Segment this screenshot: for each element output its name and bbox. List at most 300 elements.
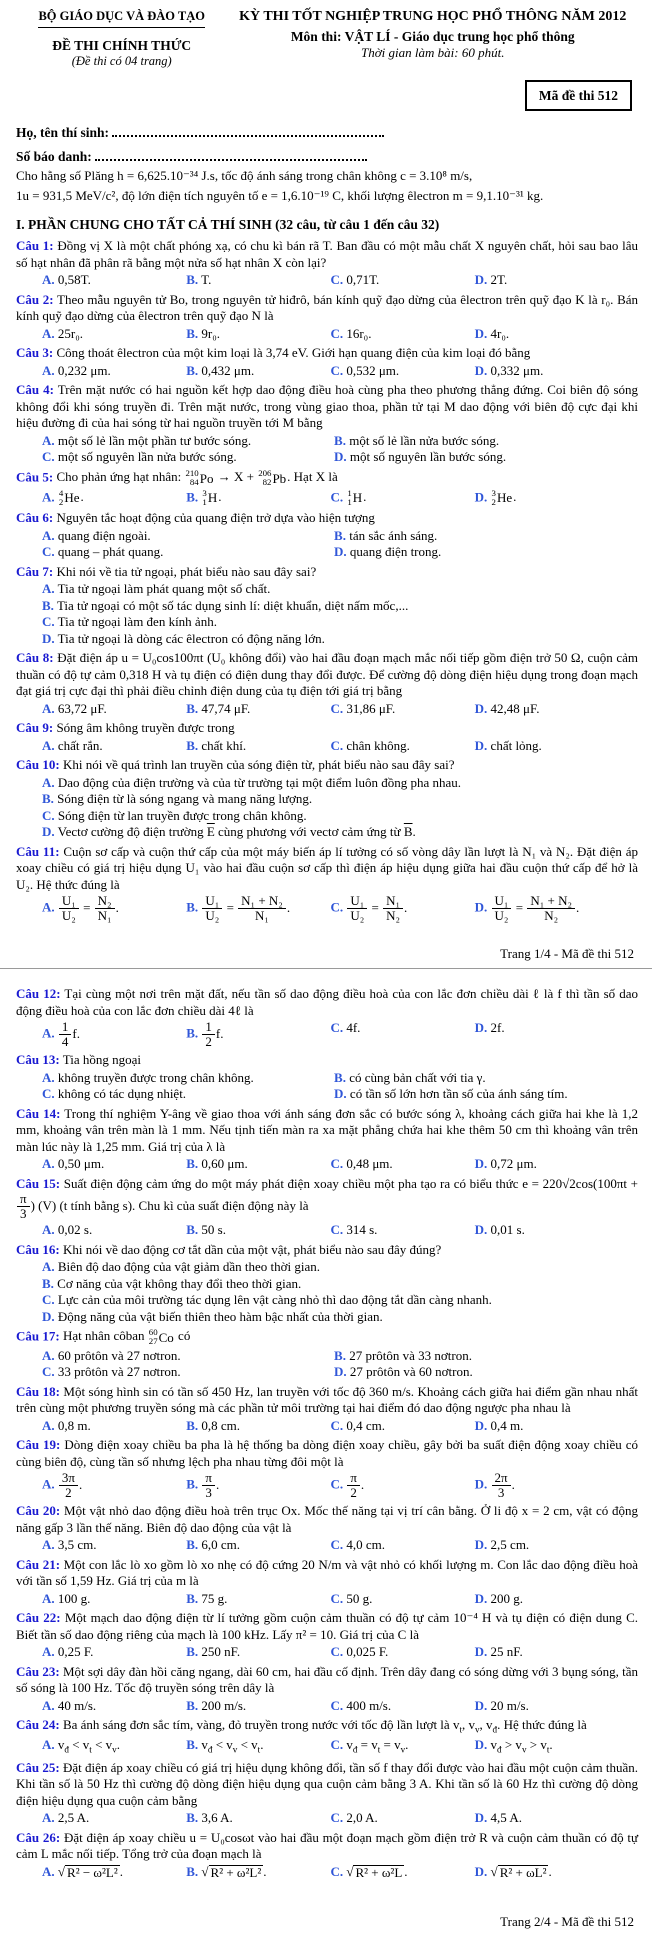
option-text: √ R² + ω²L . — [346, 1863, 408, 1880]
option-letter: C. — [330, 1020, 344, 1035]
option-text: Tia tử ngoại làm đen kính ảnh. — [57, 614, 217, 630]
option — [330, 1418, 474, 1435]
option — [475, 1644, 619, 1661]
question-label: Câu 16: — [16, 1241, 60, 1257]
fraction: $\frac{3\pi}{2}$ — [59, 1471, 78, 1500]
pages-note: (Đề thi có 04 trang) — [71, 54, 172, 69]
question-label: Câu 2: — [16, 291, 54, 307]
vector-overline: $\overline{B}$ — [403, 824, 413, 840]
option-letter: A. — [42, 581, 55, 597]
option-text: 60 prôtôn và 27 nơtron. — [57, 1347, 181, 1363]
option-letter: D. — [474, 1417, 488, 1433]
option — [330, 701, 474, 718]
question-label: Câu 1: — [16, 238, 54, 254]
option — [42, 1591, 186, 1608]
option-text: $v_đ > v_v > v_t$. — [490, 1737, 553, 1755]
option — [42, 272, 186, 289]
option-letter: D. — [474, 1590, 488, 1606]
option — [186, 363, 330, 380]
option-text: $\frac{3\pi}{2}$ . — [58, 1477, 82, 1492]
option-letter: B. — [186, 899, 199, 915]
option — [334, 1364, 626, 1381]
option — [186, 894, 330, 923]
option — [475, 738, 619, 755]
option-text: Sóng điện từ là sóng ngang và mang năng lượng. — [57, 791, 313, 807]
option — [42, 581, 638, 598]
option-letter: D. — [474, 1476, 488, 1492]
question — [16, 1437, 638, 1500]
question — [16, 1830, 638, 1881]
option — [42, 1364, 334, 1381]
option — [42, 808, 638, 825]
question-text: Câu 4: Trên mặt nước có hai nguồn kết hợp dao động điều hoà cùng pha theo phương thẳng đứng. Coi biên độ sóng không đổi khi sóng truyền đi. Trên mặt nước, trong vùng giao thoa, phần tử tại M dao động với biên độ cực đại khi hiệu đường đi của hai sóng từ hai nguồn truyền tới M bằng — [16, 382, 639, 431]
option-text: 0,332 μm. — [490, 362, 544, 378]
option-letter: C. — [330, 899, 344, 915]
question-text: Câu 26: Đặt điện áp xoay chiều u = U₀cosωt vào hai đầu một đoạn mạch gồm điện trở R và cuộn cảm thuần có độ tự cảm L mắc nối tiếp. Tổng trở của đoạn mạch là — [16, 1829, 638, 1862]
option-letter: C. — [42, 1086, 55, 1102]
question-text: Câu 23: Một sợi dây đàn hồi căng ngang, dài 60 cm, hai đầu cố định. Trên dây đang có sóng dừng với 3 bụng sóng, tần số sóng là 100 Hz. Tốc độ truyền sóng trên dây là — [16, 1663, 638, 1696]
option — [330, 1737, 474, 1756]
option — [186, 272, 330, 289]
option-text: 4r₀. — [490, 325, 510, 341]
option-text: 25r₀. — [57, 325, 84, 341]
option — [42, 791, 638, 808]
option-letter: B. — [186, 362, 199, 378]
option-text: 9r₀. — [201, 325, 221, 341]
page-footer-1: Trang 1/4 - Mã đề thi 512 — [500, 945, 634, 961]
option-letter: B. — [186, 1810, 199, 1826]
square-root: √ R² + ωL² — [490, 1863, 547, 1880]
student-name-label: Họ, tên thí sinh: — [16, 125, 110, 141]
question — [16, 469, 638, 507]
option-text: $\frac{\text{U₁}}{\text{U₂}}$ = $\frac{\text{N₂}}{\text{N₁}}$ . — [58, 900, 119, 915]
options-row — [16, 1070, 638, 1103]
option-text: √ R² + ω²L² . — [201, 1863, 267, 1880]
option — [330, 1471, 474, 1500]
option-text: 0,8 m. — [57, 1417, 91, 1433]
option — [42, 363, 186, 380]
option — [475, 272, 619, 289]
option-letter: D. — [334, 1086, 347, 1102]
option — [42, 1070, 334, 1087]
option-letter: A. — [42, 1537, 55, 1553]
option-letter: D. — [474, 362, 488, 378]
question — [16, 1503, 638, 1554]
option-letter: B. — [186, 1737, 199, 1753]
option — [330, 738, 474, 755]
option-text: √ R² + ωL² . — [490, 1863, 552, 1880]
option-letter: A. — [42, 1644, 55, 1660]
options-row — [16, 1348, 638, 1381]
nuclide-symbol: 210 84 Po — [185, 467, 214, 488]
option-text: 0,232 μm. — [57, 362, 111, 378]
option-text: 16r₀. — [346, 325, 372, 341]
square-root: √ R² − ω²L² — [57, 1863, 118, 1880]
option — [330, 489, 474, 508]
student-id-label: Số báo danh: — [16, 149, 92, 165]
option-letter: A. — [42, 700, 55, 716]
option-letter: D. — [42, 1308, 55, 1324]
option — [42, 1864, 186, 1881]
question-text: Câu 18: Một sóng hình sin có tần số 450 Hz, lan truyền với tốc độ 360 m/s. Khoảng cách giữa hai điểm gần nhau nhất trên cùng một phương truyền sóng mà các phần tử môi trường tại hai điểm đó dao động ngược pha nhau là — [16, 1383, 638, 1416]
options-row — [16, 1737, 638, 1756]
question-text: Câu 3: Công thoát êlectron của một kim loại là 3,74 eV. Giới hạn quang điện của kim loại đó bằng — [16, 345, 531, 361]
nuclide-symbol: 60 27 Co — [148, 1327, 174, 1347]
exam-duration: Thời gian làm bài: 60 phút. — [361, 44, 505, 60]
option-text: quang điện trong. — [349, 544, 442, 560]
question-list-page-1 — [16, 235, 638, 923]
question-label: Câu 3: — [16, 345, 54, 361]
question-text: Câu 10: Khi nói về quá trình lan truyền của sóng điện từ, phát biểu nào sau đây sai? — [16, 757, 455, 773]
option-letter: D. — [474, 737, 488, 753]
option-text: 200 g. — [490, 1590, 524, 1606]
question — [16, 1760, 638, 1827]
option-text: một số nguyên lần nửa bước sóng. — [57, 449, 237, 465]
option-text: $\frac{\text{U₁}}{\text{U₂}}$ = $\frac{\text{N₁ + N₂}}{\text{N₁}}$ . — [201, 900, 290, 915]
page-footer-2: Trang 2/4 - Mã đề thi 512 — [500, 1913, 634, 1929]
option-text: Tia tử ngoại làm phát quang một số chất. — [57, 581, 271, 597]
option-text: $\frac{2\pi}{3}$ . — [491, 1477, 515, 1492]
option — [330, 363, 474, 380]
option-letter: B. — [186, 1222, 199, 1238]
fraction: $\frac{\text{N₁}}{\text{N₂}}$ — [383, 894, 403, 923]
option-letter: A. — [42, 1590, 55, 1606]
fraction: $\frac{\text{N₁ + N₂}}{\text{N₂}}$ — [527, 894, 575, 923]
option-text: 3,6 A. — [201, 1810, 233, 1826]
options-row — [16, 1810, 638, 1827]
option-letter: C. — [330, 488, 344, 504]
options-row — [16, 738, 638, 755]
option-text: 2T. — [490, 272, 508, 288]
option — [475, 1020, 619, 1037]
option-text: $\frac{\pi}{2}$ . — [346, 1477, 364, 1492]
option-text: 31,86 μF. — [346, 700, 396, 716]
option — [475, 1537, 619, 1554]
fraction: $\frac{\text{U₁}}{\text{U₂}}$ — [492, 894, 512, 923]
option — [42, 1086, 334, 1103]
option-letter: B. — [42, 1275, 54, 1291]
option-text: 2,5 A. — [57, 1810, 90, 1826]
option-letter: C. — [42, 1364, 55, 1380]
question-text: Câu 11: Cuộn sơ cấp và cuộn thứ cấp của một máy biến áp lí tưởng có số vòng dây lần lượt là N₁ và N₂. Đặt điện áp xoay chiều có giá trị hiệu dụng U₁ vào hai đầu cuộn sơ cấp thì điện áp hiệu dụng giữa hai đầu cuộn thứ cấp để hở là U₂. Hệ thức đúng là — [16, 843, 639, 892]
question-label: Câu 10: — [16, 757, 60, 773]
option-letter: A. — [42, 1737, 55, 1753]
option — [186, 1222, 330, 1239]
option-letter: A. — [42, 1222, 55, 1238]
option-text: 0,01 s. — [490, 1222, 525, 1238]
options-row — [16, 363, 638, 380]
option — [334, 449, 626, 466]
square-root: √ R² + ω²L — [346, 1863, 403, 1880]
option-letter: D. — [474, 899, 488, 915]
option-text: 4 2 He . — [58, 487, 84, 507]
option-text: 0,60 μm. — [201, 1156, 248, 1172]
question-text: Câu 20: Một vật nhỏ dao động điều hoà trên trục Ox. Mốc thế năng tại vị trí cân bằng. Ở li độ x = 2 cm, vật có động năng gấp 3 lần thế năng. Biên độ dao động của vật là — [16, 1503, 638, 1535]
fraction: $\frac{2\pi}{3}$ — [492, 1471, 511, 1500]
option-text: 27 prôtôn và 33 nơtron. — [349, 1347, 472, 1363]
option-letter: A. — [42, 272, 55, 288]
option — [42, 824, 638, 841]
option-letter: D. — [474, 488, 488, 504]
option-text: Biên độ dao động của vật giảm dần theo thời gian. — [57, 1259, 321, 1275]
question-text: Câu 25: Đặt điện áp xoay chiều có giá trị hiệu dụng không đổi, tần số f thay đổi được vào hai đầu một cuộn cảm thuần. Khi tần số là 50 Hz thì cường độ dòng điện hiệu dụng qua cuộn cảm bằng 3 A. Khi tần số là 60 Hz thì cường độ dòng điện hiệu dụng qua cuộn cảm bằng — [16, 1759, 639, 1808]
options-row — [16, 1537, 638, 1554]
option — [330, 326, 474, 343]
option-text: 75 g. — [201, 1590, 228, 1606]
question — [16, 345, 638, 379]
question — [16, 1664, 638, 1715]
option-letter: B. — [186, 488, 199, 504]
option-letter: B. — [186, 1863, 199, 1879]
question — [16, 1242, 638, 1326]
options-row — [16, 1644, 638, 1661]
option-text: một số lẻ lần nửa bước sóng. — [349, 432, 500, 448]
option-text: có tần số lớn hơn tần số của ánh sáng tím. — [349, 1086, 568, 1102]
question-label: Câu 18: — [16, 1383, 60, 1399]
question-label: Câu 6: — [16, 510, 54, 526]
option-letter: C. — [330, 700, 344, 716]
option — [475, 1418, 619, 1435]
fraction: $\frac{\text{U₁}}{\text{U₂}}$ — [59, 894, 79, 923]
question-text: Câu 24: Ba ánh sáng đơn sắc tím, vàng, đỏ truyền trong nước với tốc độ lần lượt là $v_t$, $v_v$, $v_đ$. Hệ thức đúng là — [16, 1717, 587, 1735]
options-row — [16, 894, 638, 923]
options-row — [16, 701, 638, 718]
option-text: một số nguyên lần bước sóng. — [349, 449, 507, 465]
option-letter: C. — [330, 737, 344, 753]
option — [42, 1471, 186, 1500]
question-label: Câu 12: — [16, 986, 61, 1001]
option — [42, 1309, 638, 1326]
option-text: 0,432 μm. — [201, 362, 255, 378]
option — [42, 1222, 186, 1239]
exam-header — [16, 8, 638, 70]
question-label: Câu 13: — [16, 1052, 60, 1068]
question — [16, 1384, 638, 1435]
option — [42, 701, 186, 718]
options-row — [16, 775, 638, 841]
student-id-line — [16, 148, 638, 165]
option-letter: C. — [330, 1697, 344, 1713]
question-text: Câu 7: Khi nói về tia tử ngoại, phát biểu nào sau đây sai? — [16, 563, 317, 579]
option-letter: B. — [186, 700, 199, 716]
option-letter: D. — [474, 272, 488, 288]
question-label: Câu 20: — [16, 1503, 61, 1519]
option-text: chất khí. — [201, 737, 247, 753]
option-text: tán sắc ánh sáng. — [349, 527, 438, 543]
option — [42, 489, 186, 508]
option-letter: C. — [42, 614, 55, 630]
nuclide-symbol: 206 82 Pb — [258, 467, 287, 488]
question-text: Câu 15: Suất điện động cảm ứng do một máy phát điện xoay chiều một pha tạo ra có biểu thức e = 220√2cos(100πt + $\frac{\pi}{3}$ ) (V) (t tính bằng s). Chu kì của suất điện động này là — [16, 1175, 638, 1222]
fraction: $\frac{1}{2}$ — [202, 1020, 215, 1049]
option-letter: C. — [330, 1417, 344, 1433]
option — [475, 1471, 619, 1500]
option-text: 314 s. — [346, 1222, 378, 1238]
question-label: Câu 17: — [16, 1328, 60, 1344]
option-letter: C. — [330, 272, 344, 288]
option-text: 0,72 μm. — [490, 1156, 537, 1172]
option — [334, 528, 626, 545]
vector-overline: $\overline{E}$ — [206, 824, 215, 840]
fraction: $\frac{\pi}{3}$ — [202, 1471, 215, 1500]
header-left-block — [16, 8, 227, 70]
question-text: Câu 14: Trong thí nghiệm Y-âng về giao thoa với ánh sáng đơn sắc có bước sóng λ, khoảng cách giữa hai khe là 1,2 mm, khoảng vân trên màn là 1 mm. Nếu tịnh tiến màn ra xa mặt phẳng chứa hai khe thêm 50 cm thì khoảng vân trên màn lúc này là 1,25 mm. Giá trị của λ là — [16, 1105, 639, 1154]
option-letter: A. — [42, 1863, 55, 1879]
option — [334, 544, 626, 561]
option-letter: D. — [474, 1537, 488, 1553]
option-text: 50 s. — [201, 1222, 226, 1238]
options-row — [16, 1222, 638, 1239]
options-row — [16, 1591, 638, 1608]
option-letter: B. — [186, 1644, 199, 1660]
fraction: $\frac{\text{U₁}}{\text{U₂}}$ — [347, 894, 367, 923]
square-root: √ R² + ω²L² — [201, 1863, 262, 1880]
option-text: $\frac{\text{U₁}}{\text{U₂}}$ = $\frac{\text{N₁}}{\text{N₂}}$ . — [346, 900, 407, 915]
option — [334, 1348, 626, 1365]
question-label: Câu 26: — [16, 1829, 61, 1845]
option-letter: A. — [42, 527, 55, 543]
option-text: $\frac{1}{2}$ f. — [201, 1026, 223, 1041]
option — [334, 433, 626, 450]
option-letter: D. — [474, 325, 488, 341]
question-label: Câu 7: — [16, 563, 54, 579]
option — [330, 1698, 474, 1715]
option — [186, 1020, 330, 1049]
question-label: Câu 4: — [16, 382, 54, 398]
student-id-field — [95, 149, 367, 161]
option-text: 4f. — [346, 1020, 361, 1035]
options-row — [16, 326, 638, 343]
question-text: Câu 21: Một con lắc lò xo gồm lò xo nhẹ có độ cứng 20 N/m và vật nhỏ có khối lượng m. Con lắc dao động điều hoà với tần số 1,59 Hz. Giá trị của m là — [16, 1556, 638, 1589]
question-text: Câu 12: Tại cùng một nơi trên mặt đất, nếu tần số dao động điều hoà của con lắc đơn chiều dài ℓ là f thì tần số dao động điều hoà của con lắc đơn chiều dài 4ℓ là — [16, 986, 639, 1018]
question-label: Câu 19: — [16, 1437, 61, 1453]
option — [42, 738, 186, 755]
option — [475, 1810, 619, 1827]
option-text: Vectơ cường độ điện trường $\overline{E}$ cùng phương với vectơ cảm ứng từ $\overline{B}$. — [57, 824, 416, 840]
option-letter: A. — [42, 1417, 55, 1433]
option-text: 6,0 cm. — [201, 1537, 241, 1553]
nuclide-symbol: 3 1 H — [202, 487, 218, 507]
option-text: không truyền được trong chân không. — [57, 1069, 254, 1085]
option-letter: A. — [42, 1810, 55, 1826]
option — [42, 894, 186, 923]
option — [42, 1418, 186, 1435]
option — [186, 701, 330, 718]
option — [475, 326, 619, 343]
option-text: T. — [201, 272, 212, 288]
option-text: 3 2 He . — [491, 487, 517, 507]
option-letter: B. — [186, 1025, 199, 1041]
option-text: 0,58T. — [57, 272, 91, 288]
option — [42, 528, 334, 545]
option-letter: B. — [334, 432, 346, 448]
option-letter: C. — [330, 1737, 344, 1753]
option-letter: A. — [42, 1156, 55, 1172]
option — [186, 738, 330, 755]
option — [186, 1698, 330, 1715]
option-letter: D. — [474, 1737, 488, 1753]
option-letter: B. — [42, 791, 54, 807]
option — [42, 1276, 638, 1293]
option-text: Sóng điện từ lan truyền được trong chân không. — [57, 807, 307, 823]
option-text: 400 m/s. — [346, 1697, 392, 1713]
option — [330, 1222, 474, 1239]
option-letter: A. — [42, 1259, 55, 1275]
option-letter: C. — [330, 1644, 344, 1660]
option-letter: A. — [42, 1069, 55, 1085]
option-letter: C. — [330, 1476, 344, 1492]
option-text: 0,4 cm. — [346, 1417, 385, 1433]
option-letter: B. — [186, 1537, 199, 1553]
nuclide-symbol: 3 2 He — [491, 487, 513, 507]
options-row — [16, 272, 638, 289]
question — [16, 292, 638, 343]
option-letter: D. — [334, 1364, 347, 1380]
question — [16, 1717, 638, 1756]
option-text: 50 g. — [346, 1590, 373, 1606]
options-row — [16, 1259, 638, 1325]
option-text: $\frac{1}{4}$ f. — [58, 1026, 80, 1041]
option-letter: D. — [474, 1863, 488, 1879]
options-row — [16, 528, 638, 561]
option — [475, 1156, 619, 1173]
option — [42, 1348, 334, 1365]
option — [475, 1737, 619, 1756]
option — [186, 1591, 330, 1608]
exam-subject: Môn thi: VẬT LÍ - Giáo dục trung học phổ thông — [290, 28, 575, 44]
fraction: $\frac{\pi}{3}$ — [17, 1192, 30, 1221]
question — [16, 844, 638, 924]
question-text: Câu 6: Nguyên tắc hoạt động của quang điện trở dựa vào hiện tượng — [16, 510, 375, 526]
option — [186, 1418, 330, 1435]
fraction: $\frac{\text{U₁}}{\text{U₂}}$ — [202, 894, 222, 923]
option-letter: D. — [334, 544, 347, 560]
option-letter: C. — [42, 1292, 55, 1308]
option — [186, 1471, 330, 1500]
options-row — [16, 433, 638, 466]
question-text: Câu 5: Cho phản ứng hạt nhân: 210 84 Po → X + 206 82 Pb . Hạt X là — [16, 467, 338, 488]
option-letter: D. — [474, 1697, 488, 1713]
option-text: 0,02 s. — [57, 1222, 93, 1238]
option — [330, 1864, 474, 1881]
option — [42, 544, 334, 561]
option — [42, 775, 638, 792]
option — [475, 894, 619, 923]
option-text: 4,0 cm. — [346, 1537, 385, 1553]
question-list-page-2 — [16, 983, 638, 1881]
exam-title: KỲ THI TỐT NGHIỆP TRUNG HỌC PHỔ THÔNG NĂM 2012 — [239, 9, 627, 24]
option — [42, 449, 334, 466]
option-text: 63,72 μF. — [57, 700, 107, 716]
nuclide-symbol: 1 1 H — [347, 487, 363, 507]
question — [16, 1176, 638, 1239]
option — [42, 433, 334, 450]
option-text: có cùng bản chất với tia γ. — [349, 1069, 486, 1085]
option — [42, 1292, 638, 1309]
exam-code-box: Mã đề thi 512 — [525, 80, 632, 111]
exam-code-row — [16, 80, 632, 111]
option — [186, 1864, 330, 1881]
official-exam-label: ĐỀ THI CHÍNH THỨC — [52, 37, 192, 53]
option-text: chân không. — [346, 737, 410, 753]
question — [16, 564, 638, 648]
option-letter: C. — [42, 449, 55, 465]
option — [330, 1644, 474, 1661]
question-text: Câu 8: Đặt điện áp u = U₀cos100πt (U₀ không đổi) vào hai đầu đoạn mạch mắc nối tiếp gồm điện trở 50 Ω, cuộn cảm thuần có độ tự cảm 0,318 H và tụ điện có điện dung thay đổi được. Để cường độ dòng điện hiệu dụng trong đoạn mạch đạt giá trị cực đại thì phải điều chỉnh điện dung của tụ điện tới giá trị bằng — [16, 650, 639, 699]
question-label: Câu 14: — [16, 1105, 61, 1121]
question-label: Câu 25: — [16, 1759, 60, 1775]
option — [186, 489, 330, 508]
